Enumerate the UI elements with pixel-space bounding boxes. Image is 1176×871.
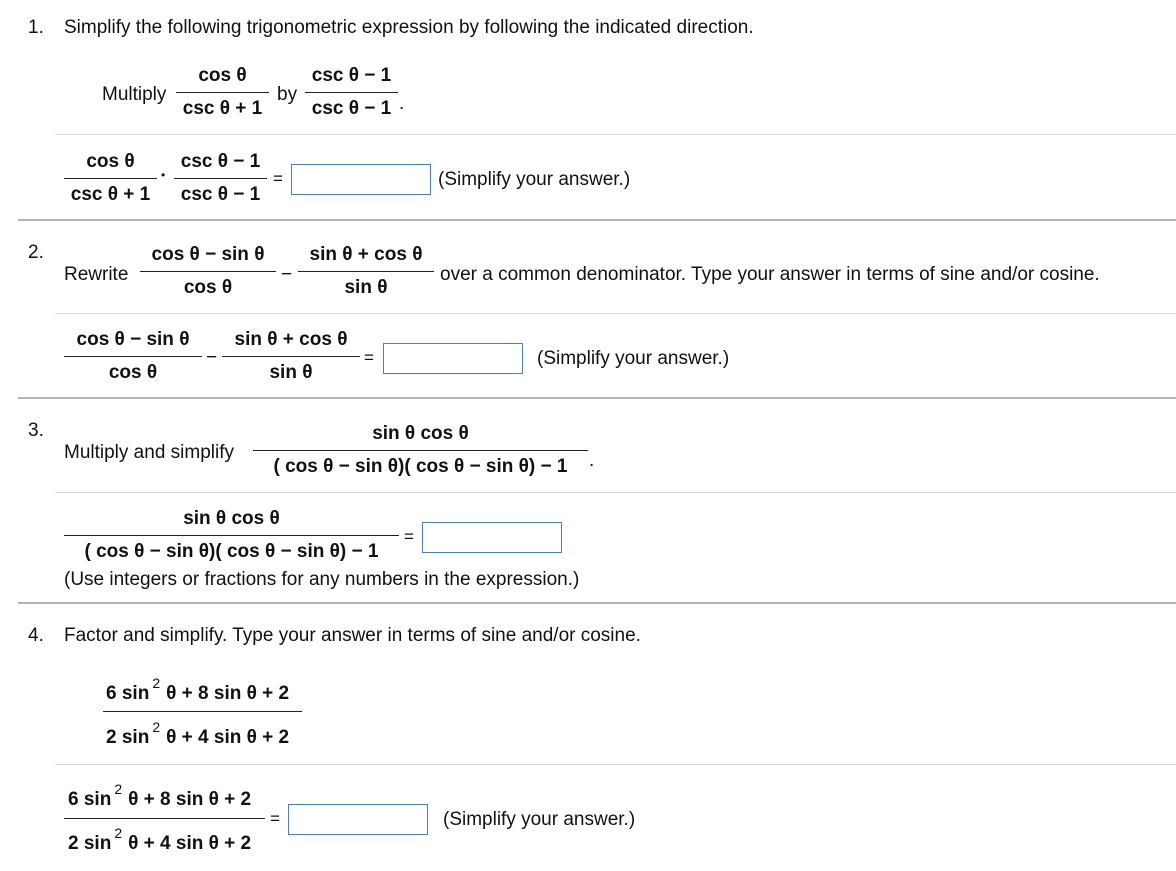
minus-sign: − bbox=[206, 347, 218, 368]
divider bbox=[55, 313, 1176, 314]
divider bbox=[55, 492, 1176, 493]
fraction-numerator: cos θ − sin θ bbox=[151, 244, 265, 265]
multiply-dot: • bbox=[161, 168, 166, 182]
answer-note: (Simplify your answer.) bbox=[443, 809, 636, 830]
fraction-numerator: 6 sin $^2$ θ + 8 sin θ + 2 bbox=[68, 781, 252, 810]
question-number: 4. bbox=[28, 625, 44, 646]
fraction-denominator: cos θ bbox=[108, 362, 158, 383]
question-separator bbox=[18, 602, 1176, 604]
equals-sign: = bbox=[404, 527, 414, 546]
fraction-numerator: sin θ + cos θ bbox=[234, 329, 348, 350]
period: . bbox=[589, 450, 595, 471]
fraction-denominator: 2 sin $^2$ θ + 4 sin θ + 2 bbox=[68, 825, 252, 854]
answer-input-4[interactable] bbox=[288, 804, 428, 835]
fraction-bar bbox=[140, 271, 276, 272]
fraction-bar bbox=[222, 356, 360, 357]
multiply-and-simplify-label: Multiply and simplify bbox=[64, 442, 234, 463]
fraction-denominator: csc θ + 1 bbox=[182, 98, 263, 119]
fraction-denominator: csc θ + 1 bbox=[70, 184, 151, 205]
fraction-denominator: csc θ − 1 bbox=[180, 184, 261, 205]
question-instruction: over a common denominator. Type your answer in terms of sine and/or cosine. bbox=[440, 264, 1100, 285]
question-instruction: Simplify the following trigonometric expression by following the indicated direction. bbox=[64, 17, 754, 38]
rewrite-label: Rewrite bbox=[64, 264, 129, 285]
fraction-numerator: sin θ cos θ bbox=[372, 423, 469, 444]
fraction-bar bbox=[64, 818, 265, 819]
answer-input-2[interactable] bbox=[383, 343, 523, 374]
minus-sign: − bbox=[281, 264, 293, 285]
fraction-bar bbox=[176, 92, 269, 93]
period: . bbox=[399, 93, 405, 114]
fraction-denominator: cos θ bbox=[183, 277, 233, 298]
fraction-numerator: cos θ bbox=[198, 65, 247, 86]
answer-input-1[interactable] bbox=[291, 164, 431, 195]
fraction-bar bbox=[103, 711, 302, 712]
fraction-denominator: ( cos θ − sin θ)( cos θ − sin θ) − 1 bbox=[84, 541, 379, 562]
fraction-denominator: 2 sin $^2$ θ + 4 sin θ + 2 bbox=[106, 719, 290, 748]
fraction-numerator: csc θ − 1 bbox=[180, 151, 261, 172]
answer-input-3[interactable] bbox=[422, 522, 562, 553]
answer-note: (Simplify your answer.) bbox=[438, 169, 631, 190]
fraction-numerator: cos θ − sin θ bbox=[76, 329, 190, 350]
divider bbox=[55, 764, 1176, 765]
question-instruction: Factor and simplify. Type your answer in terms of sine and/or cosine. bbox=[64, 625, 641, 646]
question-separator bbox=[18, 219, 1176, 221]
fraction-numerator: csc θ − 1 bbox=[311, 65, 392, 86]
fraction-numerator: sin θ + cos θ bbox=[309, 244, 423, 265]
fraction-numerator: cos θ bbox=[86, 151, 135, 172]
question-number: 3. bbox=[28, 420, 44, 441]
fraction-denominator: sin θ bbox=[344, 277, 388, 298]
equals-sign: = bbox=[273, 169, 283, 188]
answer-note: (Simplify your answer.) bbox=[537, 348, 730, 369]
by-label: by bbox=[277, 84, 298, 105]
question-separator bbox=[18, 397, 1176, 399]
fraction-denominator: sin θ bbox=[269, 362, 313, 383]
multiply-label: Multiply bbox=[102, 84, 167, 105]
equals-sign: = bbox=[270, 809, 280, 828]
fraction-bar bbox=[174, 178, 267, 179]
fraction-numerator: 6 sin $^2$ θ + 8 sin θ + 2 bbox=[106, 675, 290, 704]
fraction-bar bbox=[305, 92, 398, 93]
fraction-bar bbox=[64, 356, 202, 357]
fraction-numerator: sin θ cos θ bbox=[183, 508, 280, 529]
fraction-bar bbox=[298, 271, 434, 272]
equals-sign: = bbox=[364, 348, 374, 367]
answer-note: (Use integers or fractions for any numbers in the expression.) bbox=[64, 569, 580, 590]
question-number: 1. bbox=[28, 17, 44, 38]
question-number: 2. bbox=[28, 242, 44, 263]
fraction-bar bbox=[64, 535, 399, 536]
fraction-bar bbox=[64, 178, 157, 179]
fraction-denominator: ( cos θ − sin θ)( cos θ − sin θ) − 1 bbox=[273, 456, 568, 477]
fraction-denominator: csc θ − 1 bbox=[311, 98, 392, 119]
divider bbox=[55, 134, 1176, 135]
fraction-bar bbox=[253, 450, 588, 451]
